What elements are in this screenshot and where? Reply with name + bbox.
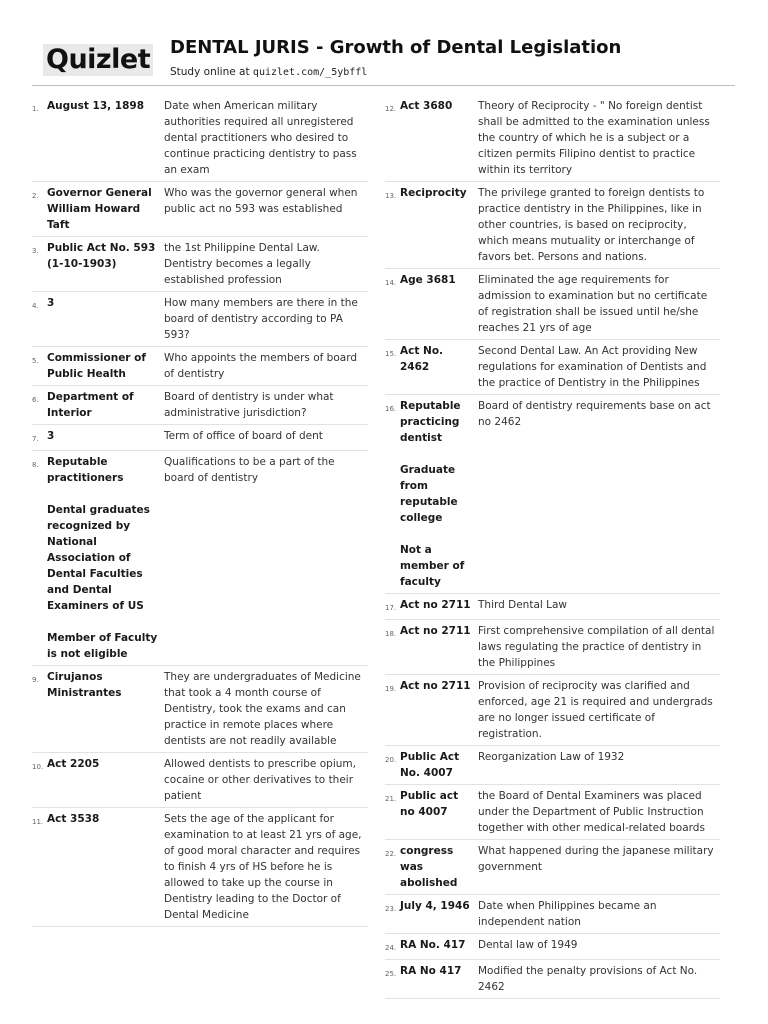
card-definition: Eliminated the age requirements for admission to examination but no certificate of registration shall be issued until he/she reaches 21 yrs of age [478,274,708,334]
card-term: Act no 2711 [400,680,471,692]
term-card [385,594,720,620]
card-number: 21. [385,795,397,803]
card-number: 10. [32,763,44,771]
study-online-link[interactable]: quizlet.com/_5ybffl [252,67,368,78]
term-card [385,934,720,960]
card-term: Reputable practicing dentist Graduate from reputable college Not a member of faculty [400,400,465,588]
card-term: Department of Interior [47,391,134,419]
card-term: Governor General William Howard Taft [47,187,152,231]
card-definition: Qualifications to be a part of the board of dentistry [164,456,335,484]
left-column [32,95,368,927]
term-card [32,666,368,753]
card-definition: First comprehensive compilation of all dental laws regulating the practice of dentistry in the Philippines [478,625,715,669]
card-term: Public act no 4007 [400,790,459,818]
card-term: Act No. 2462 [400,345,444,373]
card-term: 3 [47,297,55,309]
card-number: 9. [32,676,39,684]
card-definition: They are undergraduates of Medicine that took a 4 month course of Dentistry, took the exams and can practice in remote places where dentists are not readily available [164,671,361,747]
quizlet-logo[interactable]: Quizlet [43,44,153,76]
card-term: August 13, 1898 [47,100,144,112]
term-card [32,451,368,666]
card-definition: Who was the governor general when public act no 593 was established [164,187,358,215]
card-definition: Board of dentistry is under what administrative jurisdiction? [164,391,334,419]
card-term: Cirujanos Ministrantes [47,671,122,699]
card-number: 5. [32,357,39,365]
card-term: RA No. 417 [400,939,466,951]
card-term: congress was abolished [400,845,458,889]
card-number: 19. [385,685,397,693]
term-card [32,182,368,237]
term-card [385,746,720,785]
term-card [32,386,368,425]
card-definition: Dental law of 1949 [478,939,578,951]
card-number: 17. [385,604,397,612]
term-card [385,675,720,746]
term-card [385,785,720,840]
card-term: Act 3680 [400,100,453,112]
card-term: Public Act No. 593 (1-10-1903) [47,242,156,270]
term-card [385,95,720,182]
card-definition: Sets the age of the applicant for examination to at least 21 yrs of age, of good moral character and requires to finish 4 yrs of HS before he is allowed to take up the course in Dentistry leading to the Doctor of Dental Medicine [164,813,362,921]
card-definition: Term of office of board of dent [164,430,323,442]
card-number: 16. [385,405,397,413]
card-definition: Second Dental Law. An Act providing New regulations for examination of Dentists and the practice of Dentistry in the Philippines [478,345,707,389]
term-card [385,340,720,395]
card-number: 1. [32,105,39,113]
card-definition: the Board of Dental Examiners was placed under the Department of Public Instruction together with other medical-related boards [478,790,705,834]
card-term: Commissioner of Public Health [47,352,146,380]
card-number: 25. [385,970,397,978]
card-term: Act 2205 [47,758,100,770]
term-card [32,808,368,927]
card-term: Reciprocity [400,187,467,199]
card-definition: What happened during the japanese military government [478,845,714,873]
card-term: Act no 2711 [400,599,471,611]
card-number: 24. [385,944,397,952]
card-definition: Third Dental Law [478,599,567,611]
card-term: Reputable practitioners Dental graduates recognized by National Association of Dental Faculties and Dental Examiners of US Member of Faculty is not eligible [47,456,158,660]
card-definition: Board of dentistry requirements base on act no 2462 [478,400,711,428]
card-term: RA No 417 [400,965,462,977]
card-number: 8. [32,461,39,469]
card-number: 18. [385,630,397,638]
header-divider [32,85,735,86]
card-number: 2. [32,192,39,200]
term-card [32,425,368,451]
card-definition: Allowed dentists to prescribe opium, cocaine or other derivatives to their patient [164,758,356,802]
card-number: 11. [32,818,44,826]
term-card [32,753,368,808]
page-title: DENTAL JURIS - Growth of Dental Legislation [170,37,622,58]
term-card [385,395,720,594]
card-definition: The privilege granted to foreign dentists to practice dentistry in the Philippines, like in other countries, is based on reciprocity, which means mutuality or interchange of favors bet. Persons and nations. [478,187,705,263]
card-number: 3. [32,247,39,255]
term-card [385,620,720,675]
card-definition: the 1st Philippine Dental Law. Dentistry becomes a legally established profession [164,242,320,286]
card-definition: Provision of reciprocity was clarified and enforced, age 21 is required and undergrads are no longer issued certificate of registration. [478,680,713,740]
card-number: 15. [385,350,397,358]
term-card [385,269,720,340]
card-term: July 4, 1946 [400,900,470,912]
card-term: 3 [47,430,55,442]
term-card [32,237,368,292]
card-definition: Date when Philippines became an independent nation [478,900,657,928]
term-card [385,895,720,934]
card-number: 6. [32,396,39,404]
card-definition: Who appoints the members of board of dentistry [164,352,357,380]
card-number: 4. [32,302,39,310]
card-definition: Theory of Reciprocity - " No foreign dentist shall be admitted to the examination unless the country of which he is a subject or a citizen permits Filipino dentist to practice within its territory [478,100,710,176]
card-term: Act 3538 [47,813,100,825]
term-card [32,347,368,386]
study-online-prefix: Study online at [170,66,253,78]
card-definition: Modified the penalty provisions of Act No. 2462 [478,965,698,993]
card-number: 22. [385,850,397,858]
card-term: Age 3681 [400,274,456,286]
card-number: 7. [32,435,39,443]
card-term: Act no 2711 [400,625,471,637]
card-definition: Reorganization Law of 1932 [478,751,625,763]
card-term: Public Act No. 4007 [400,751,460,779]
term-card [385,960,720,999]
card-number: 12. [385,105,397,113]
right-column [385,95,720,999]
term-card [32,292,368,347]
card-definition: Date when American military authorities required all unregistered dental practitioners who desired to continue practicing dentistry to pass an exam [164,100,357,176]
study-online-line [170,66,367,78]
term-card [385,182,720,269]
card-number: 13. [385,192,397,200]
page-header [0,0,768,86]
card-number: 23. [385,905,397,913]
term-card [385,840,720,895]
card-definition: How many members are there in the board of dentistry according to PA 593? [164,297,358,341]
card-number: 20. [385,756,397,764]
card-number: 14. [385,279,397,287]
term-card [32,95,368,182]
